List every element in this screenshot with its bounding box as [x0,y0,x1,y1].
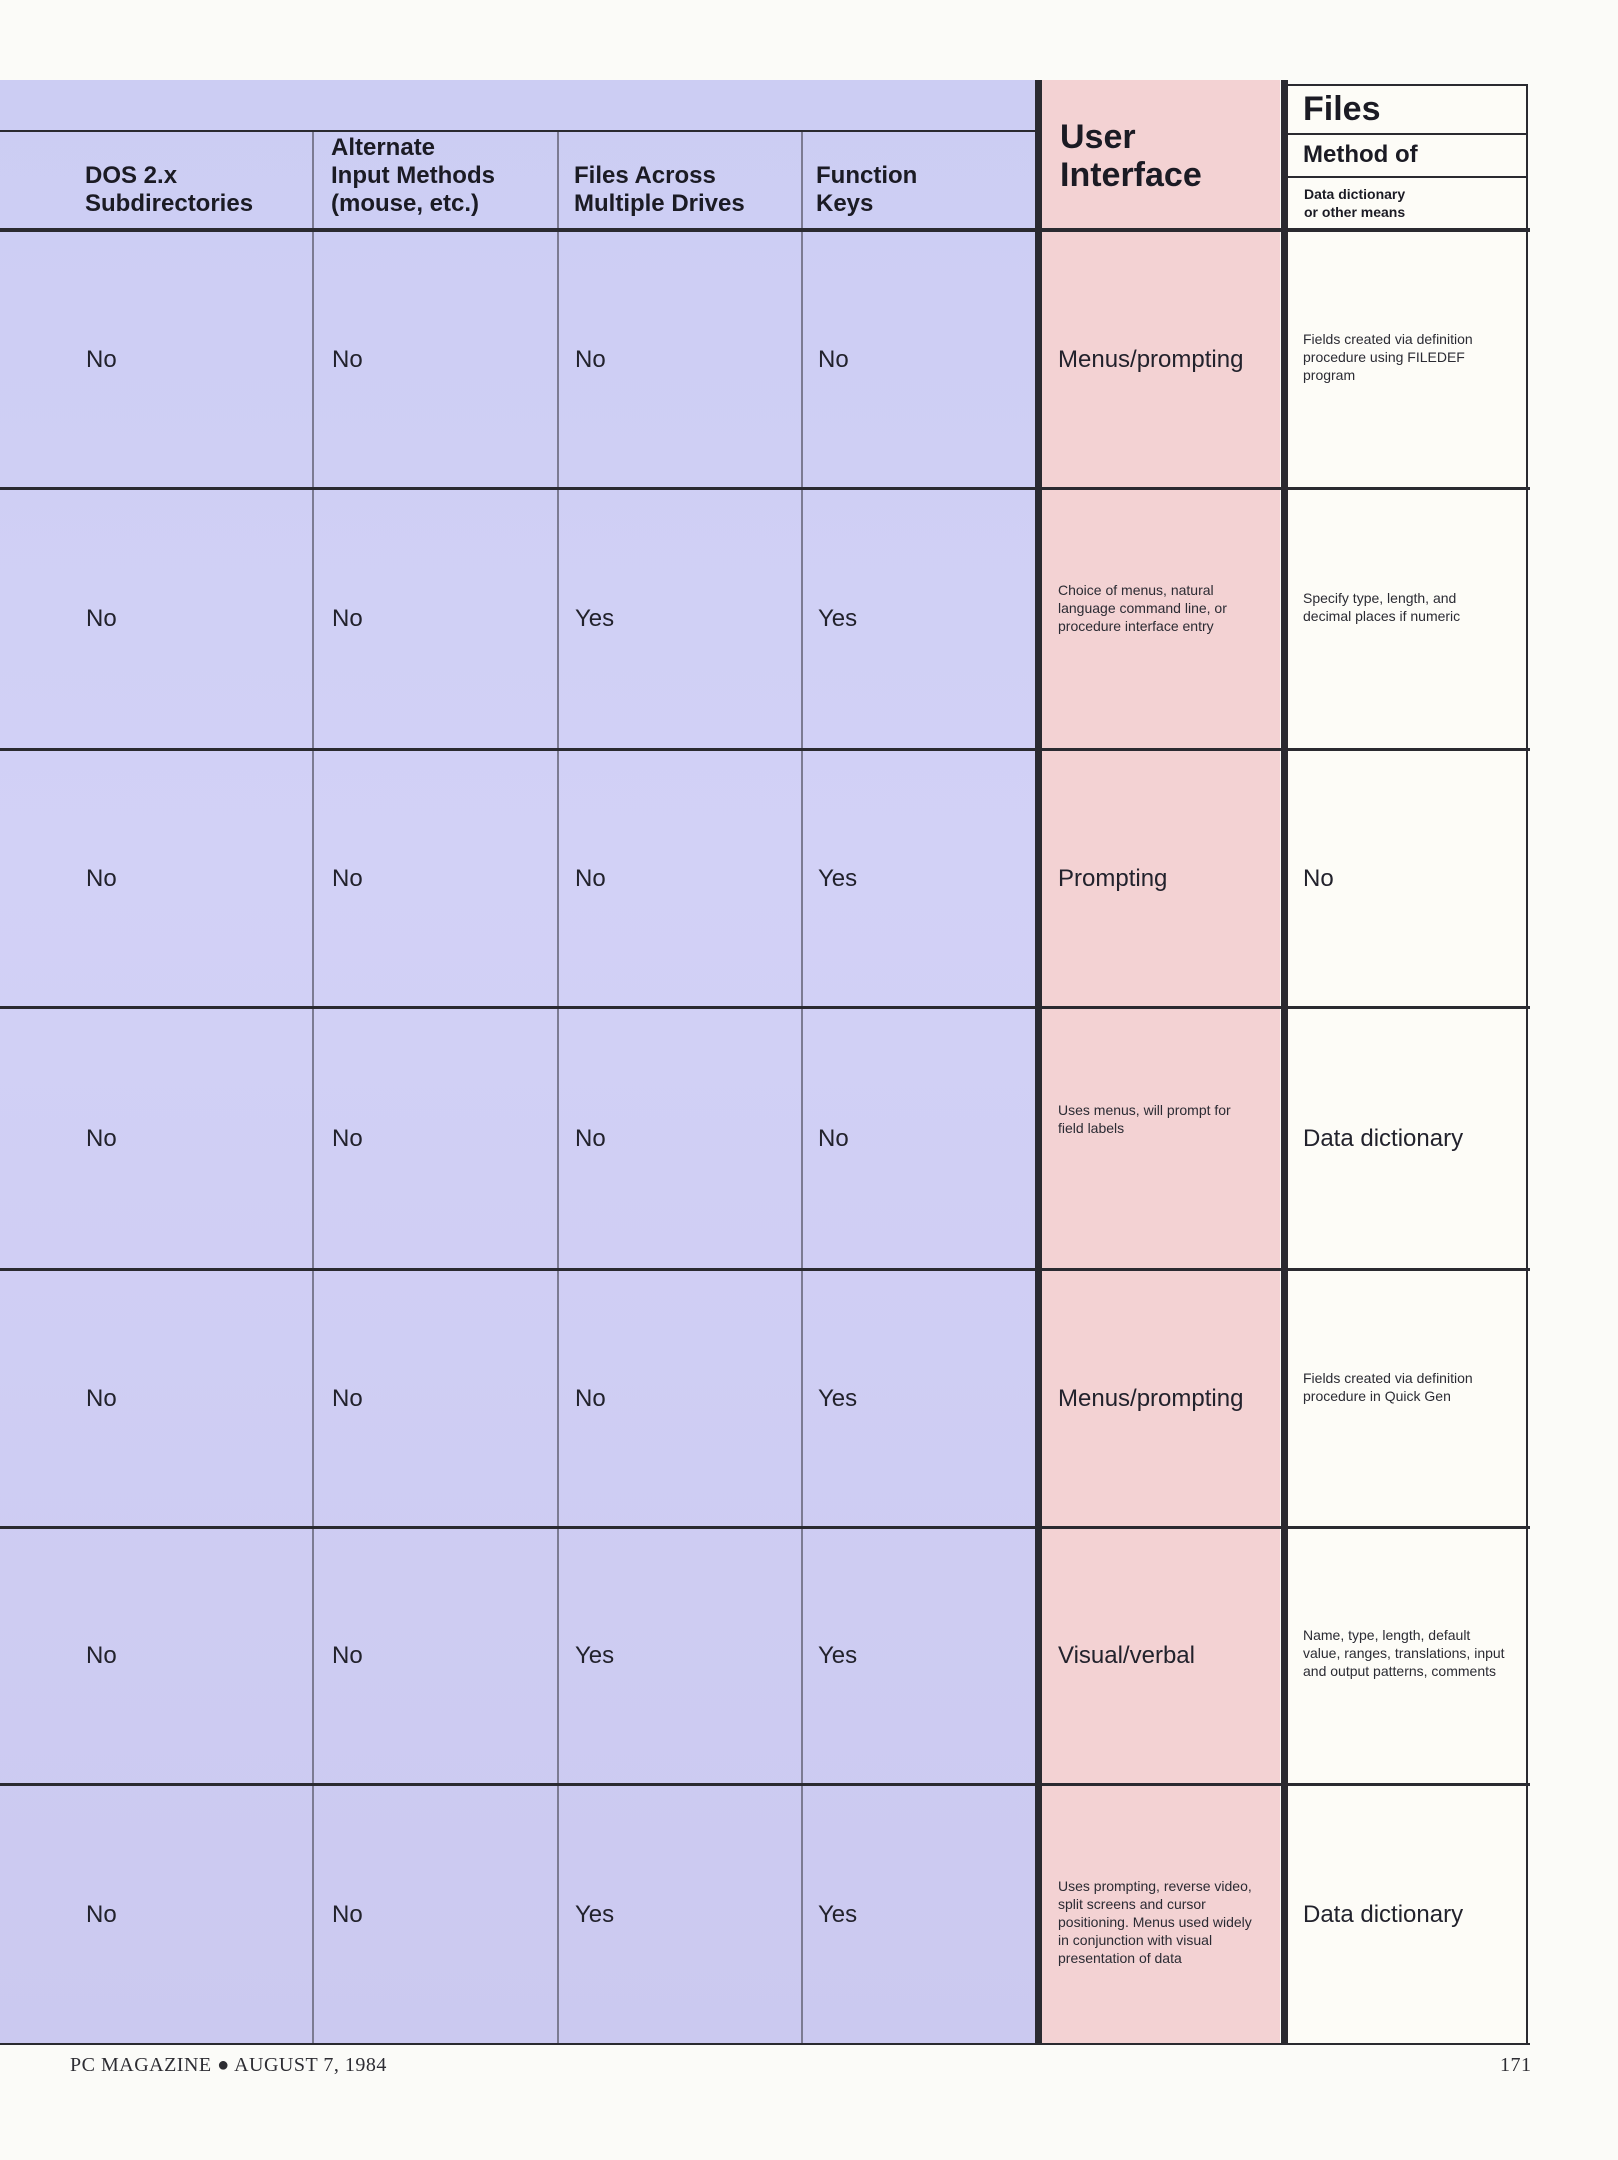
files-method-cell: Fields created via definition procedure in Quick Gen [1303,1369,1473,1404]
footer-publication: PC MAGAZINE ● AUGUST 7, 1984 [70,2054,387,2076]
table-cell: No [332,864,363,892]
files-method-cell: Name, type, length, default value, ranges, translations, input and output patterns, comments [1303,1627,1505,1679]
table-cell: No [86,1642,117,1669]
header-dos-subdirectories: DOS 2.x Subdirectories [85,162,254,217]
table-cell: No [575,1384,606,1412]
table-cell: Yes [575,1900,615,1928]
user-interface-cell: Visual/verbal [1058,1642,1195,1669]
table-cell: Yes [575,1642,615,1669]
row-rule-5 [0,1526,1530,1529]
table-right-border [1526,84,1528,2045]
table-cell: No [86,345,117,373]
row-rule-1 [0,487,1530,490]
user-interface-cell: Uses prompting, reverse video, split screens and cursor positioning. Menus used widely in conjunction with visual presentation of data [1058,1877,1252,1966]
header-alternate-input: Alternate Input Methods (mouse, etc.) [331,134,495,217]
col-divider-2 [557,132,559,2045]
table-cell: Yes [818,864,858,892]
table-cell: No [332,1900,363,1928]
header-files: Files [1303,90,1381,128]
table-cell: Yes [575,605,615,632]
col-divider-1 [312,132,314,2045]
table-cell: No [86,1124,117,1152]
table-cell: No [332,1124,363,1152]
ui-divider-right [1281,80,1288,2045]
files-subrule-1 [1288,133,1528,135]
header-files-across-drives: Files Across Multiple Drives [574,162,745,217]
table-features-panel [0,80,1037,2045]
table-cell: No [332,605,363,632]
table-cell: No [86,864,117,892]
table-cell: No [575,1124,606,1152]
files-method-cell: Fields created via definition procedure using FILEDEF program [1303,330,1473,383]
user-interface-column-band [1042,80,1280,2045]
user-interface-cell: Choice of menus, natural language command line, or procedure interface entry [1058,582,1227,634]
row-rule-4 [0,1268,1530,1271]
header-top-rule [0,130,1035,132]
header-data-dictionary-sub: Data dictionary or other means [1304,186,1406,220]
header-user-interface: User Interface [1060,118,1202,194]
ui-divider-left [1035,80,1042,2045]
table-top-border [1288,84,1528,86]
table-cell: No [332,1642,363,1669]
table-cell: No [86,1900,117,1928]
table-cell: No [818,1124,849,1152]
row-rule-2 [0,748,1530,751]
table-cell: No [332,345,363,373]
table-cell: Yes [818,1384,858,1412]
page-number: 171 [1500,2054,1532,2076]
table-bottom-rule [0,2043,1530,2045]
files-subrule-2 [1288,176,1528,178]
header-bottom-rule [0,228,1530,232]
row-rule-3 [0,1006,1530,1009]
user-interface-cell: Prompting [1058,864,1168,892]
header-function-keys: Function Keys [816,162,918,217]
files-method-cell: Data dictionary [1303,1900,1464,1928]
user-interface-cell: Uses menus, will prompt for field labels [1058,1101,1231,1136]
table-cell: Yes [818,1642,858,1669]
table-cell: No [332,1384,363,1412]
table-cell: No [86,1384,117,1412]
header-method-of: Method of [1303,141,1418,168]
user-interface-cell: Menus/prompting [1058,1384,1244,1412]
files-method-cell: No [1303,864,1334,892]
table-cell: No [575,864,606,892]
table-cell: No [86,605,117,632]
table-cell: No [575,345,606,373]
table-cell: No [818,345,849,373]
col-divider-3 [801,132,803,2045]
row-rule-6 [0,1783,1530,1786]
user-interface-cell: Menus/prompting [1058,345,1244,373]
files-method-cell: Data dictionary [1303,1124,1464,1152]
table-cell: Yes [818,605,858,632]
table-cell: Yes [818,1900,858,1928]
files-method-cell: Specify type, length, and decimal places if numeric [1303,590,1461,624]
